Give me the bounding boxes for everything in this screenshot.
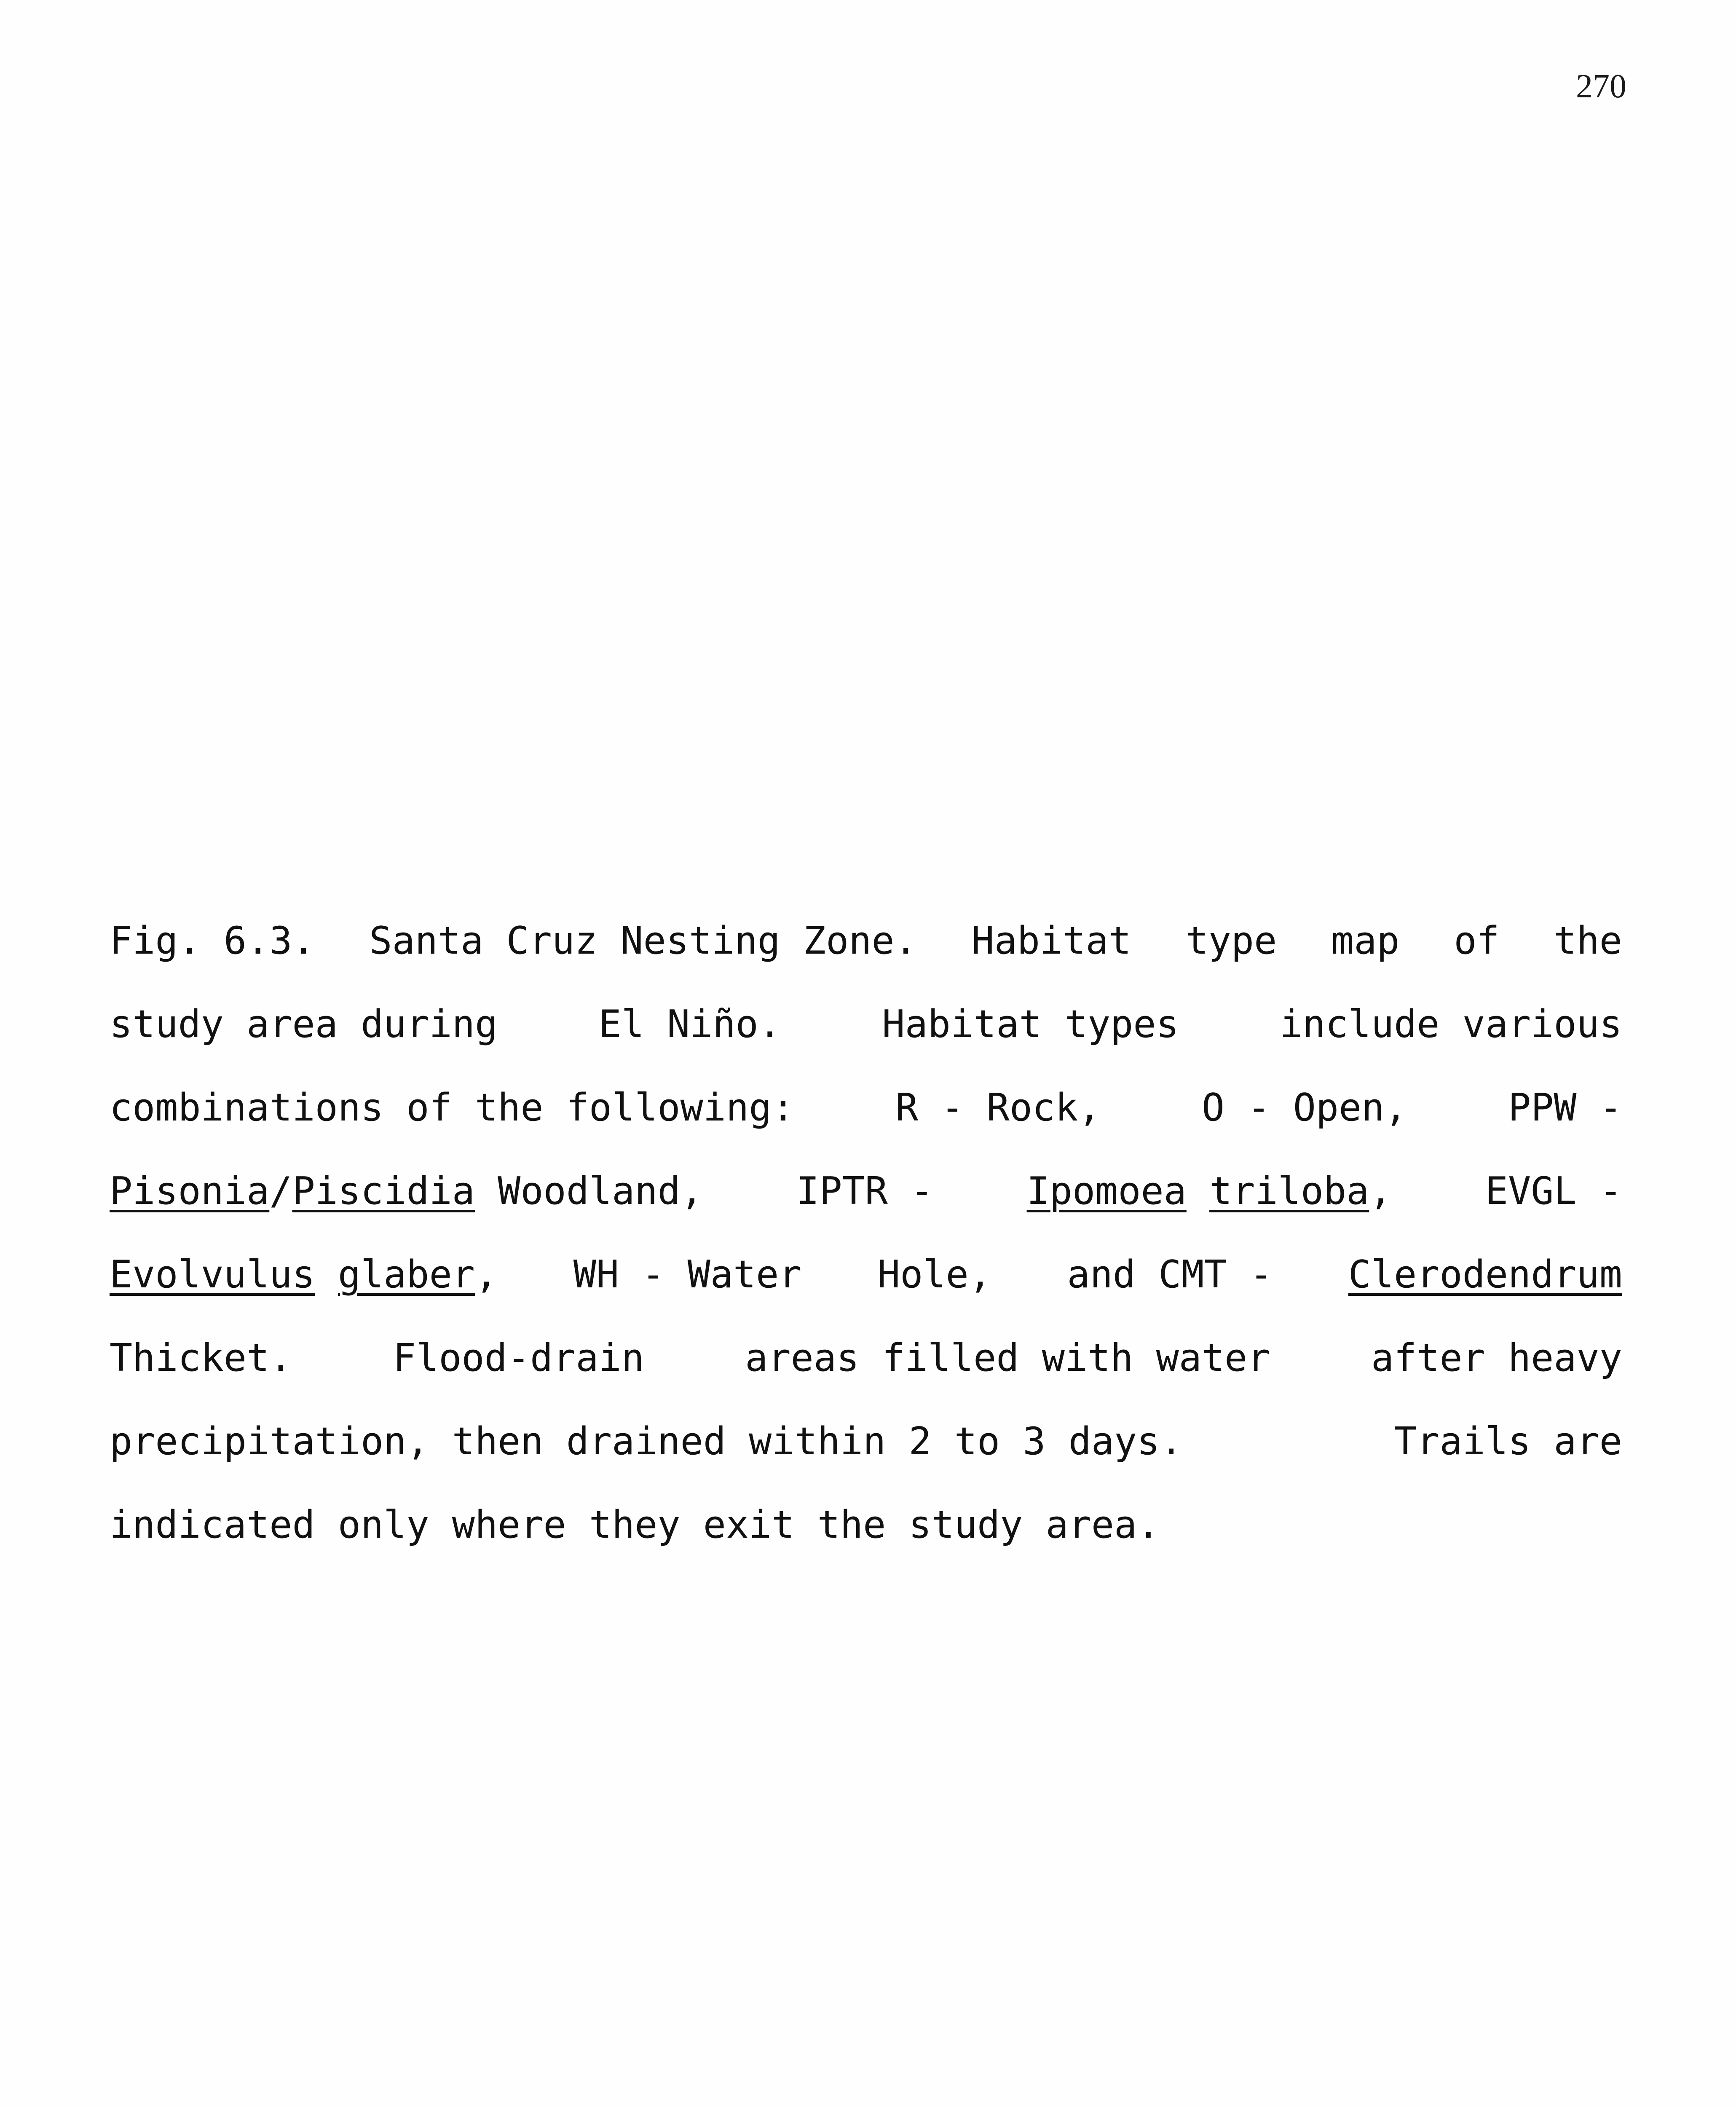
caption-text: after heavy (1371, 1336, 1622, 1380)
caption-word: the (1554, 919, 1622, 963)
caption-line-7 (110, 1419, 1622, 1503)
habitat-code-cmt: and CMT - (1067, 1252, 1273, 1297)
slash: / (269, 1169, 292, 1213)
figure-title: Santa Cruz Nesting Zone. (369, 919, 917, 963)
caption-text: areas filled with water (745, 1336, 1270, 1380)
caption-text: study area during (110, 1002, 498, 1046)
woodland-label: Woodland, (474, 1169, 703, 1213)
page-number: 270 (1576, 68, 1626, 105)
species-piscidia: Piscidia (292, 1169, 475, 1213)
comma: , (474, 1252, 498, 1297)
caption-line-3 (110, 1086, 1622, 1169)
caption-word: of (1454, 919, 1500, 963)
habitat-code-open: O - Open, (1202, 1086, 1407, 1130)
figure-caption (110, 919, 1622, 1586)
caption-text: Hole, (877, 1252, 992, 1297)
species-evolvulus: Evolvulus (110, 1252, 315, 1297)
caption-word: map (1331, 919, 1400, 963)
woodland-name (110, 1169, 703, 1213)
species-glaber: glaber (338, 1252, 475, 1297)
habitat-code-iptr: IPTR - (796, 1169, 934, 1213)
species-ipomoea: Ipomoea (1026, 1169, 1187, 1213)
caption-text: El Niño. (598, 1002, 782, 1046)
caption-text: Habitat types (882, 1002, 1179, 1046)
habitat-code-rock: R - Rock, (895, 1086, 1101, 1130)
habitat-code-evgl: EVGL - (1485, 1169, 1622, 1213)
figure-label: Fig. 6.3. (110, 919, 315, 963)
species-pisonia: Pisonia (110, 1169, 270, 1213)
species-clerodendrum: Clerodendrum (1348, 1252, 1622, 1297)
caption-text: Trails are (1394, 1419, 1622, 1464)
caption-word: Habitat (971, 919, 1131, 963)
caption-line-1 (110, 919, 1622, 1002)
species-triloba: triloba (1209, 1169, 1369, 1213)
habitat-code-ppw: PPW - (1508, 1086, 1622, 1130)
caption-word: type (1185, 919, 1277, 963)
caption-text: precipitation, then drained within 2 to 3 days. (110, 1419, 1183, 1464)
habitat-code-wh: WH - Water (573, 1252, 802, 1297)
comma: , (1369, 1169, 1392, 1213)
species-evolvulus-glaber (110, 1252, 498, 1297)
caption-line-6 (110, 1336, 1622, 1419)
caption-text: combinations of the following: (110, 1086, 795, 1130)
caption-line-5 (110, 1252, 1622, 1336)
caption-line-2 (110, 1002, 1622, 1086)
species-ipomoea-triloba (1027, 1169, 1392, 1213)
caption-text: indicated only where they exit the study area. (110, 1503, 1160, 1547)
caption-text: Thicket. (110, 1336, 292, 1380)
caption-line-4 (110, 1169, 1622, 1252)
caption-text: Flood-drain (393, 1336, 644, 1380)
caption-text: include various (1280, 1002, 1622, 1046)
caption-line-8 (110, 1503, 1622, 1586)
